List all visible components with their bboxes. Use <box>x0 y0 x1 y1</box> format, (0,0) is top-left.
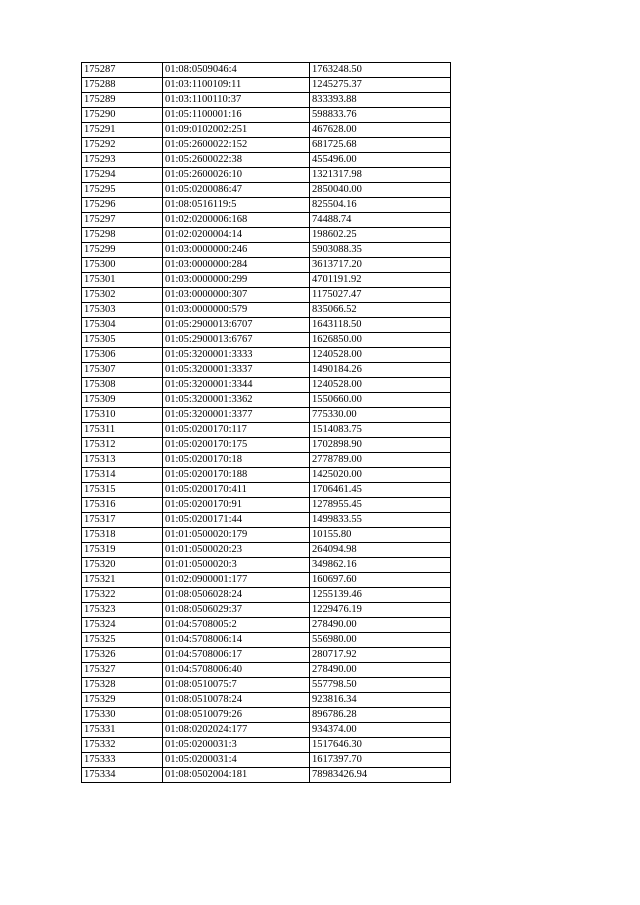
amount-cell: 1643118.50 <box>310 318 451 333</box>
record-id-cell: 175310 <box>82 408 163 423</box>
cadastral-number-cell: 01:05:0200031:3 <box>163 738 310 753</box>
cadastral-number-cell: 01:03:1100109:11 <box>163 78 310 93</box>
table-row <box>82 363 451 378</box>
cadastral-number-cell: 01:05:3200001:3333 <box>163 348 310 363</box>
table-row <box>82 213 451 228</box>
record-id-cell: 175305 <box>82 333 163 348</box>
record-id-cell: 175325 <box>82 633 163 648</box>
cadastral-number-cell: 01:05:2900013:6767 <box>163 333 310 348</box>
amount-cell: 1617397.70 <box>310 753 451 768</box>
amount-cell: 923816.34 <box>310 693 451 708</box>
table-body <box>82 63 451 783</box>
cadastral-number-cell: 01:01:0500020:3 <box>163 558 310 573</box>
table-row <box>82 138 451 153</box>
table-row <box>82 333 451 348</box>
record-id-cell: 175301 <box>82 273 163 288</box>
table-row <box>82 753 451 768</box>
table-row <box>82 528 451 543</box>
record-id-cell: 175318 <box>82 528 163 543</box>
amount-cell: 198602.25 <box>310 228 451 243</box>
cadastral-number-cell: 01:04:5708006:17 <box>163 648 310 663</box>
record-id-cell: 175308 <box>82 378 163 393</box>
amount-cell: 1321317.98 <box>310 168 451 183</box>
cadastral-number-cell: 01:03:0000000:284 <box>163 258 310 273</box>
amount-cell: 1425020.00 <box>310 468 451 483</box>
table-row <box>82 243 451 258</box>
record-id-cell: 175297 <box>82 213 163 228</box>
table-row <box>82 288 451 303</box>
cadastral-number-cell: 01:05:1100001:16 <box>163 108 310 123</box>
amount-cell: 1245275.37 <box>310 78 451 93</box>
table-row <box>82 573 451 588</box>
table-row <box>82 393 451 408</box>
amount-cell: 2778789.00 <box>310 453 451 468</box>
cadastral-number-cell: 01:04:5708006:14 <box>163 633 310 648</box>
amount-cell: 835066.52 <box>310 303 451 318</box>
amount-cell: 1626850.00 <box>310 333 451 348</box>
cadastral-number-cell: 01:05:0200170:411 <box>163 483 310 498</box>
table-row <box>82 258 451 273</box>
amount-cell: 3613717.20 <box>310 258 451 273</box>
record-id-cell: 175326 <box>82 648 163 663</box>
record-id-cell: 175299 <box>82 243 163 258</box>
record-id-cell: 175330 <box>82 708 163 723</box>
record-id-cell: 175331 <box>82 723 163 738</box>
amount-cell: 2850040.00 <box>310 183 451 198</box>
table-row <box>82 708 451 723</box>
amount-cell: 1517646.30 <box>310 738 451 753</box>
record-id-cell: 175332 <box>82 738 163 753</box>
cadastral-number-cell: 01:03:0000000:579 <box>163 303 310 318</box>
table-row <box>82 348 451 363</box>
table-row <box>82 513 451 528</box>
record-id-cell: 175334 <box>82 768 163 783</box>
cadastral-number-cell: 01:08:0502004:181 <box>163 768 310 783</box>
table-row <box>82 123 451 138</box>
record-id-cell: 175287 <box>82 63 163 78</box>
table-row <box>82 303 451 318</box>
table-row <box>82 453 451 468</box>
record-id-cell: 175302 <box>82 288 163 303</box>
table-row <box>82 603 451 618</box>
record-id-cell: 175322 <box>82 588 163 603</box>
record-id-cell: 175295 <box>82 183 163 198</box>
table-row <box>82 318 451 333</box>
amount-cell: 557798.50 <box>310 678 451 693</box>
cadastral-number-cell: 01:08:0516119:5 <box>163 198 310 213</box>
amount-cell: 264094.98 <box>310 543 451 558</box>
table-row <box>82 108 451 123</box>
record-id-cell: 175300 <box>82 258 163 273</box>
cadastral-number-cell: 01:05:2600022:38 <box>163 153 310 168</box>
cadastral-number-cell: 01:05:0200031:4 <box>163 753 310 768</box>
record-id-cell: 175313 <box>82 453 163 468</box>
cadastral-number-cell: 01:03:0000000:246 <box>163 243 310 258</box>
table-row <box>82 378 451 393</box>
amount-cell: 1702898.90 <box>310 438 451 453</box>
record-id-cell: 175329 <box>82 693 163 708</box>
cadastral-number-cell: 01:05:2900013:6707 <box>163 318 310 333</box>
record-id-cell: 175306 <box>82 348 163 363</box>
amount-cell: 10155.80 <box>310 528 451 543</box>
record-id-cell: 175320 <box>82 558 163 573</box>
amount-cell: 1499833.55 <box>310 513 451 528</box>
amount-cell: 1490184.26 <box>310 363 451 378</box>
amount-cell: 1229476.19 <box>310 603 451 618</box>
amount-cell: 74488.74 <box>310 213 451 228</box>
cadastral-number-cell: 01:01:0500020:23 <box>163 543 310 558</box>
record-id-cell: 175296 <box>82 198 163 213</box>
cadastral-number-cell: 01:05:0200086:47 <box>163 183 310 198</box>
table-row <box>82 768 451 783</box>
cadastral-number-cell: 01:08:0202024:177 <box>163 723 310 738</box>
table-row <box>82 678 451 693</box>
cadastral-number-cell: 01:03:0000000:307 <box>163 288 310 303</box>
amount-cell: 1278955.45 <box>310 498 451 513</box>
record-id-cell: 175289 <box>82 93 163 108</box>
amount-cell: 4701191.92 <box>310 273 451 288</box>
amount-cell: 825504.16 <box>310 198 451 213</box>
table-row <box>82 468 451 483</box>
cadastral-number-cell: 01:05:0200170:18 <box>163 453 310 468</box>
cadastral-number-cell: 01:05:3200001:3362 <box>163 393 310 408</box>
table-row <box>82 78 451 93</box>
cadastral-number-cell: 01:05:0200170:188 <box>163 468 310 483</box>
table-row <box>82 63 451 78</box>
data-table <box>81 62 451 783</box>
record-id-cell: 175314 <box>82 468 163 483</box>
record-id-cell: 175304 <box>82 318 163 333</box>
table-row <box>82 633 451 648</box>
table-row <box>82 198 451 213</box>
amount-cell: 1550660.00 <box>310 393 451 408</box>
record-id-cell: 175312 <box>82 438 163 453</box>
record-id-cell: 175290 <box>82 108 163 123</box>
table-row <box>82 273 451 288</box>
table-row <box>82 558 451 573</box>
amount-cell: 280717.92 <box>310 648 451 663</box>
amount-cell: 896786.28 <box>310 708 451 723</box>
amount-cell: 1175027.47 <box>310 288 451 303</box>
cadastral-number-cell: 01:03:1100110:37 <box>163 93 310 108</box>
table-row <box>82 618 451 633</box>
record-id-cell: 175327 <box>82 663 163 678</box>
record-id-cell: 175303 <box>82 303 163 318</box>
table-row <box>82 723 451 738</box>
table-row <box>82 438 451 453</box>
cadastral-number-cell: 01:03:0000000:299 <box>163 273 310 288</box>
cadastral-number-cell: 01:08:0510078:24 <box>163 693 310 708</box>
amount-cell: 775330.00 <box>310 408 451 423</box>
record-id-cell: 175309 <box>82 393 163 408</box>
table-row <box>82 693 451 708</box>
amount-cell: 681725.68 <box>310 138 451 153</box>
cadastral-number-cell: 01:05:3200001:3377 <box>163 408 310 423</box>
amount-cell: 455496.00 <box>310 153 451 168</box>
cadastral-number-cell: 01:08:0506029:37 <box>163 603 310 618</box>
record-id-cell: 175288 <box>82 78 163 93</box>
table-row <box>82 588 451 603</box>
table-row <box>82 93 451 108</box>
record-id-cell: 175328 <box>82 678 163 693</box>
cadastral-number-cell: 01:05:2600022:152 <box>163 138 310 153</box>
table-row <box>82 183 451 198</box>
amount-cell: 833393.88 <box>310 93 451 108</box>
cadastral-number-cell: 01:08:0509046:4 <box>163 63 310 78</box>
amount-cell: 349862.16 <box>310 558 451 573</box>
record-id-cell: 175323 <box>82 603 163 618</box>
cadastral-number-cell: 01:05:0200170:91 <box>163 498 310 513</box>
record-id-cell: 175317 <box>82 513 163 528</box>
amount-cell: 556980.00 <box>310 633 451 648</box>
cadastral-number-cell: 01:08:0506028:24 <box>163 588 310 603</box>
amount-cell: 1255139.46 <box>310 588 451 603</box>
amount-cell: 1240528.00 <box>310 348 451 363</box>
cadastral-number-cell: 01:05:2600026:10 <box>163 168 310 183</box>
cadastral-number-cell: 01:02:0900001:177 <box>163 573 310 588</box>
table-row <box>82 738 451 753</box>
record-id-cell: 175292 <box>82 138 163 153</box>
amount-cell: 1514083.75 <box>310 423 451 438</box>
record-id-cell: 175307 <box>82 363 163 378</box>
record-id-cell: 175319 <box>82 543 163 558</box>
table-row <box>82 153 451 168</box>
cadastral-number-cell: 01:01:0500020:179 <box>163 528 310 543</box>
record-id-cell: 175321 <box>82 573 163 588</box>
table-row <box>82 648 451 663</box>
record-id-cell: 175294 <box>82 168 163 183</box>
table-row <box>82 408 451 423</box>
table-row <box>82 483 451 498</box>
amount-cell: 467628.00 <box>310 123 451 138</box>
record-id-cell: 175333 <box>82 753 163 768</box>
amount-cell: 160697.60 <box>310 573 451 588</box>
table-row <box>82 543 451 558</box>
record-id-cell: 175324 <box>82 618 163 633</box>
amount-cell: 278490.00 <box>310 663 451 678</box>
cadastral-number-cell: 01:08:0510075:7 <box>163 678 310 693</box>
table-row <box>82 663 451 678</box>
cadastral-number-cell: 01:04:5708006:40 <box>163 663 310 678</box>
cadastral-number-cell: 01:05:3200001:3337 <box>163 363 310 378</box>
amount-cell: 78983426.94 <box>310 768 451 783</box>
amount-cell: 1240528.00 <box>310 378 451 393</box>
cadastral-number-cell: 01:02:0200004:14 <box>163 228 310 243</box>
amount-cell: 598833.76 <box>310 108 451 123</box>
table-row <box>82 423 451 438</box>
amount-cell: 1763248.50 <box>310 63 451 78</box>
record-id-cell: 175298 <box>82 228 163 243</box>
record-id-cell: 175311 <box>82 423 163 438</box>
amount-cell: 934374.00 <box>310 723 451 738</box>
cadastral-number-cell: 01:02:0200006:168 <box>163 213 310 228</box>
cadastral-number-cell: 01:05:3200001:3344 <box>163 378 310 393</box>
amount-cell: 1706461.45 <box>310 483 451 498</box>
cadastral-number-cell: 01:04:5708005:2 <box>163 618 310 633</box>
table-row <box>82 168 451 183</box>
table-row <box>82 498 451 513</box>
amount-cell: 5903088.35 <box>310 243 451 258</box>
record-id-cell: 175315 <box>82 483 163 498</box>
table-row <box>82 228 451 243</box>
record-id-cell: 175291 <box>82 123 163 138</box>
cadastral-number-cell: 01:05:0200170:175 <box>163 438 310 453</box>
amount-cell: 278490.00 <box>310 618 451 633</box>
cadastral-number-cell: 01:05:0200171:44 <box>163 513 310 528</box>
record-id-cell: 175293 <box>82 153 163 168</box>
cadastral-number-cell: 01:09:0102002:251 <box>163 123 310 138</box>
cadastral-number-cell: 01:08:0510079:26 <box>163 708 310 723</box>
record-id-cell: 175316 <box>82 498 163 513</box>
cadastral-number-cell: 01:05:0200170:117 <box>163 423 310 438</box>
